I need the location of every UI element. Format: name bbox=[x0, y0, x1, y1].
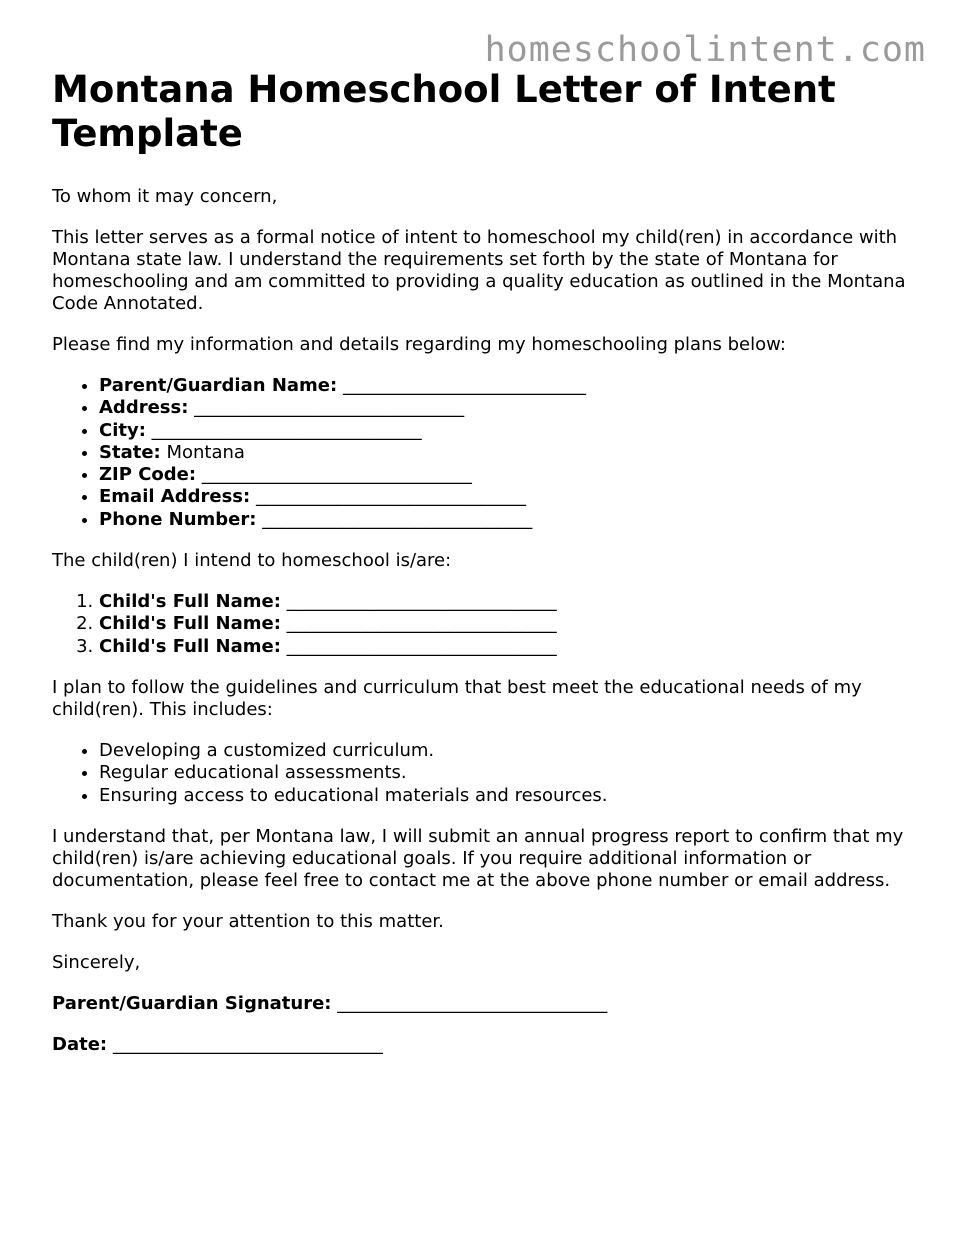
field-label: City: bbox=[99, 419, 146, 441]
field-value: ______________________________ bbox=[151, 419, 422, 441]
plan-intro: I plan to follow the guidelines and curriculum that best meet the educational needs of my child(ren). This includes: bbox=[52, 676, 862, 720]
date-line bbox=[52, 1034, 912, 1056]
field-value: ______________________________ bbox=[286, 635, 557, 657]
watermark: homeschoolintent.com bbox=[484, 30, 926, 70]
info-item-phone bbox=[99, 509, 912, 531]
field-label: Child's Full Name: bbox=[99, 613, 281, 635]
closing-line: Sincerely, bbox=[52, 951, 141, 973]
intro-paragraph: This letter serves as a formal notice of intent to homeschool my child(ren) in accordance with Montana state law. I understand the requirements set forth by the state of Montana for homeschooling and am committed to providing a quality education as outlined in the Montana Code Annotated. bbox=[52, 227, 906, 314]
field-value: ______________________________ bbox=[286, 591, 557, 613]
parent-info-list bbox=[52, 375, 912, 531]
plan-item: • Regular educational assessments. bbox=[99, 762, 912, 784]
field-label: State: bbox=[99, 441, 161, 463]
plan-list bbox=[52, 740, 912, 807]
field-label: Phone Number: bbox=[99, 508, 257, 530]
field-value: ______________________________ bbox=[194, 397, 465, 419]
field-label: Address: bbox=[99, 397, 189, 419]
signature-blank: ______________________________ bbox=[337, 992, 608, 1014]
date-blank: ______________________________ bbox=[112, 1033, 383, 1055]
field-value: Montana bbox=[166, 441, 245, 463]
field-value: ______________________________ bbox=[286, 613, 557, 635]
children-intro: The child(ren) I intend to homeschool is/are: bbox=[52, 550, 452, 572]
field-value: ______________________________ bbox=[262, 508, 533, 530]
thanks-line: Thank you for your attention to this matter. bbox=[52, 910, 444, 932]
children-list bbox=[52, 591, 912, 658]
progress-paragraph: I understand that, per Montana law, I will submit an annual progress report to confirm that my child(ren) is/are achieving educational goals. If you require additional information or documentation, please feel free to contact me at the above phone number or email address. bbox=[52, 825, 904, 891]
field-label: ZIP Code: bbox=[99, 464, 197, 486]
child-item bbox=[99, 591, 912, 613]
signature-line bbox=[52, 993, 912, 1015]
plan-item: • Developing a customized curriculum. bbox=[99, 740, 912, 762]
page-title: Montana Homeschool Letter of Intent Template bbox=[52, 68, 836, 155]
info-item-email bbox=[99, 486, 912, 508]
greeting: To whom it may concern, bbox=[52, 186, 278, 207]
field-value: ___________________________ bbox=[342, 375, 586, 396]
info-item-state bbox=[99, 442, 912, 464]
signature-label: Parent/Guardian Signature: bbox=[52, 992, 332, 1014]
info-item-city bbox=[99, 420, 912, 442]
field-label: Child's Full Name: bbox=[99, 591, 281, 613]
info-item-zip bbox=[99, 464, 912, 486]
child-item bbox=[99, 613, 912, 635]
child-item bbox=[99, 636, 912, 658]
field-value: ______________________________ bbox=[255, 486, 526, 508]
letter-body bbox=[52, 68, 912, 1075]
info-item-address bbox=[99, 397, 912, 419]
info-item-parent-name bbox=[99, 375, 912, 397]
field-label: Parent/Guardian Name: bbox=[99, 375, 338, 396]
field-value: ______________________________ bbox=[201, 464, 472, 486]
info-intro: Please find my information and details regarding my homeschooling plans below: bbox=[52, 334, 786, 355]
date-label: Date: bbox=[52, 1033, 108, 1055]
field-label: Child's Full Name: bbox=[99, 635, 281, 657]
plan-item: • Ensuring access to educational materials and resources. bbox=[99, 785, 912, 807]
field-label: Email Address: bbox=[99, 486, 251, 508]
